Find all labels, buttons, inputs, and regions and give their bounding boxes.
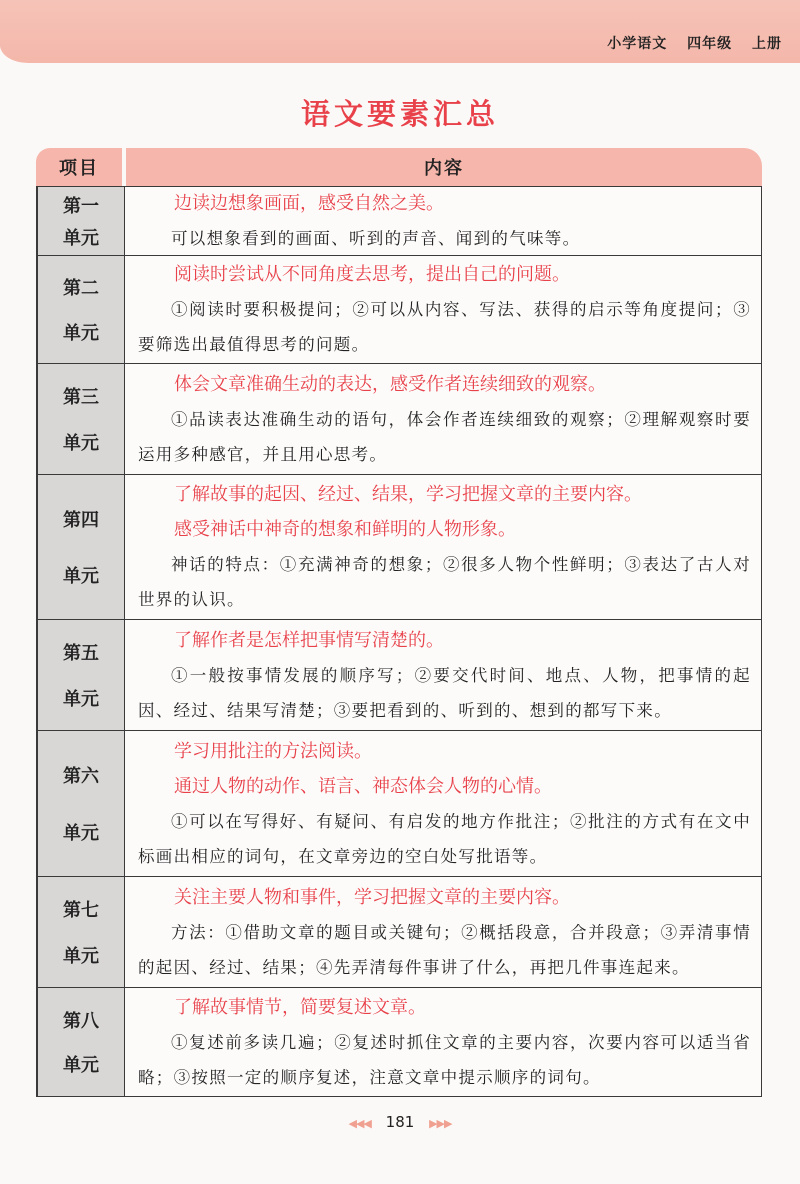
- unit-word: 单元: [63, 688, 99, 710]
- learning-goal: 体会文章准确生动的表达，感受作者连续细致的观察。: [174, 373, 606, 395]
- book-info: [593, 33, 782, 53]
- page-number: 181: [385, 1113, 415, 1131]
- header-band: [0, 0, 800, 63]
- unit-label: [38, 364, 125, 474]
- unit-label: [38, 731, 125, 876]
- goal-description: ①品读表达准确生动的语句，体会作者连续细致的观察；②理解观察时要运用多种感官，并且用心思考。: [138, 409, 751, 464]
- table-row: [36, 988, 762, 1097]
- table-header: [36, 148, 762, 186]
- unit-word: 单元: [63, 227, 99, 249]
- goal-description: 神话的特点：①充满神奇的想象；②很多人物个性鲜明；③表达了古人对世界的认识。: [138, 555, 751, 609]
- unit-word: 单元: [63, 322, 99, 344]
- table-row: [36, 186, 762, 256]
- goal-description: 方法：①借助文章的题目或关键句；②概括段意，合并段意；③弄清事情的起因、经过、结果；④先弄清每件事讲了什么，再把几件事连起来。: [138, 922, 751, 977]
- book-subject: 小学语文: [607, 36, 668, 52]
- row-content: [125, 364, 761, 474]
- row-content: [125, 187, 761, 255]
- learning-goal: 感受神话中神奇的想象和鲜明的人物形象。: [174, 519, 516, 540]
- unit-number: 第八: [63, 1010, 99, 1032]
- goal-description: ①阅读时要积极提问；②可以从内容、写法、获得的启示等角度提问；③要筛选出最值得思考的问题。: [138, 300, 751, 354]
- learning-goal: 了解故事情节，简要复述文章。: [174, 996, 426, 1018]
- unit-label: [38, 877, 125, 987]
- book-volume: 上册: [752, 36, 782, 52]
- row-content: [125, 256, 761, 363]
- page-title: 语文要素汇总: [300, 97, 499, 131]
- learning-goal: 关注主要人物和事件，学习把握文章的主要内容。: [174, 886, 570, 908]
- unit-number: 第四: [63, 509, 99, 531]
- summary-table: [36, 148, 762, 1097]
- right-arrows-icon: ▶▶▶: [429, 1117, 452, 1130]
- table-row: [36, 256, 762, 364]
- unit-label: [38, 475, 125, 619]
- unit-number: 第七: [63, 900, 99, 922]
- unit-word: 单元: [63, 1055, 99, 1077]
- table-row: [36, 620, 762, 731]
- unit-word: 单元: [63, 823, 99, 844]
- goal-description: ①复述前多读几遍；②复述时抓住文章的主要内容，次要内容可以适当省略；③按照一定的顺序复述，注意文章中提示顺序的词句。: [138, 1032, 751, 1087]
- table-row: [36, 475, 762, 620]
- learning-goal: 学习用批注的方法阅读。: [174, 740, 372, 762]
- unit-word: 单元: [63, 566, 99, 588]
- learning-goal: 了解作者是怎样把事情写清楚的。: [174, 629, 444, 651]
- goal-description: ①可以在写得好、有疑问、有启发的地方作批注；②批注的方式有在文中标画出相应的词句，在文章旁边的空白处写批语等。: [138, 811, 751, 866]
- row-content: [125, 988, 761, 1096]
- unit-number: 第一: [63, 196, 99, 218]
- goal-description: ①一般按事情发展的顺序写；②要交代时间、地点、人物，把事情的起因、经过、结果写清楚；③要把看到的、听到的、想到的都写下来。: [138, 665, 751, 720]
- book-grade: 四年级: [687, 36, 733, 52]
- unit-label: [38, 988, 125, 1096]
- learning-goal: 通过人物的动作、语言、神态体会人物的心情。: [174, 775, 552, 797]
- left-arrows-icon: ◀◀◀: [348, 1117, 371, 1130]
- learning-goal: 阅读时尝试从不同角度去思考，提出自己的问题。: [174, 264, 570, 285]
- unit-number: 第三: [63, 387, 99, 409]
- unit-label: [38, 187, 125, 255]
- table-row: [36, 364, 762, 475]
- unit-word: 单元: [63, 432, 99, 454]
- table-row: [36, 731, 762, 877]
- goal-description: 可以想象看到的画面、听到的声音、闻到的气味等。: [171, 229, 581, 248]
- unit-number: 第六: [63, 766, 99, 787]
- unit-label: [38, 256, 125, 363]
- row-content: [125, 620, 761, 730]
- table-row: [36, 877, 762, 988]
- row-content: [125, 475, 761, 619]
- column-header-item: 项目: [36, 148, 122, 186]
- page-footer: [0, 1113, 800, 1131]
- column-header-content: 内容: [126, 148, 762, 186]
- row-content: [125, 877, 761, 987]
- row-content: [125, 731, 761, 876]
- learning-goal: 了解故事的起因、经过、结果，学习把握文章的主要内容。: [174, 484, 642, 505]
- unit-word: 单元: [63, 945, 99, 967]
- unit-number: 第二: [63, 278, 99, 300]
- unit-number: 第五: [63, 643, 99, 665]
- learning-goal: 边读边想象画面，感受自然之美。: [174, 193, 444, 214]
- unit-label: [38, 620, 125, 730]
